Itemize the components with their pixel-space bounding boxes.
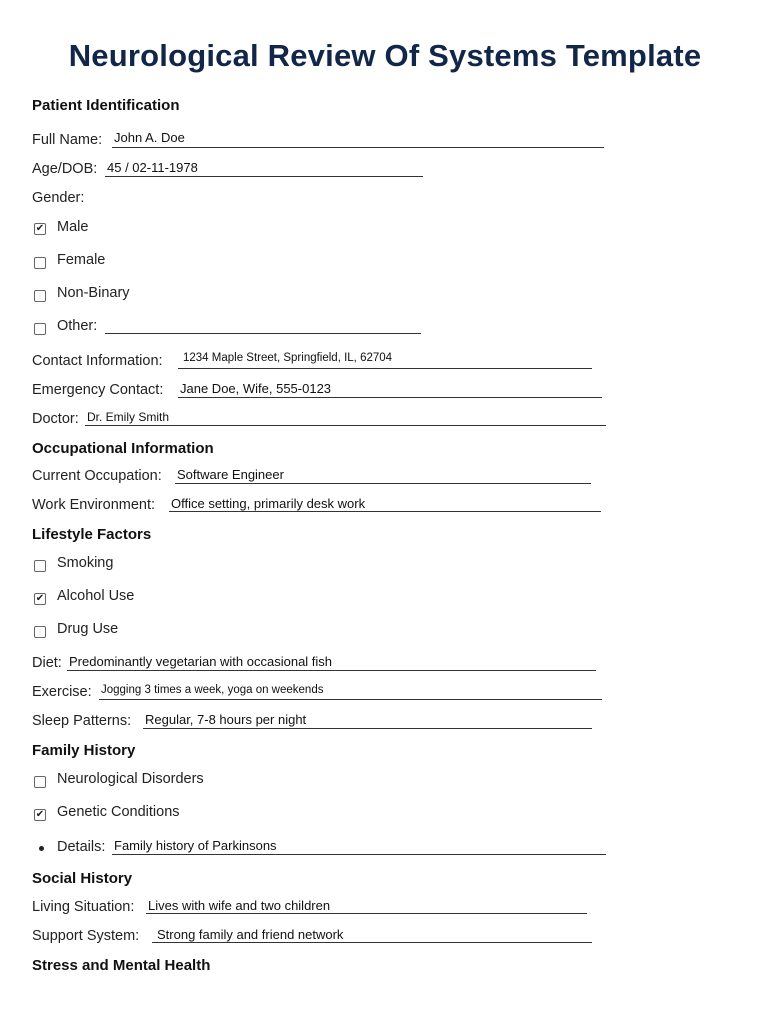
gender-male-checkbox[interactable]: ✔ xyxy=(35,223,45,234)
section-heading-social: Social History xyxy=(32,870,133,887)
details-label: Details: xyxy=(57,839,106,855)
doctor-line xyxy=(85,425,606,426)
doctor-field[interactable]: Dr. Emily Smith xyxy=(87,410,170,424)
gender-male-label: Male xyxy=(57,219,89,235)
gender-nonbinary-checkbox[interactable] xyxy=(34,290,46,302)
doctor-label: Doctor: xyxy=(32,411,79,427)
full-name-line xyxy=(112,147,604,148)
support-system-field[interactable]: Strong family and friend network xyxy=(157,927,344,942)
diet-line xyxy=(67,670,596,671)
emergency-contact-line xyxy=(178,397,602,398)
genetic-conditions-label: Genetic Conditions xyxy=(57,804,180,820)
gender-other-field[interactable] xyxy=(105,333,421,334)
contact-field[interactable]: 1234 Maple Street, Springfield, IL, 62704 xyxy=(183,352,393,364)
emergency-contact-label: Emergency Contact: xyxy=(32,382,164,398)
gender-label: Gender: xyxy=(32,190,85,206)
support-system-line xyxy=(152,942,592,943)
work-environment-line xyxy=(169,511,601,512)
smoking-checkbox[interactable] xyxy=(34,560,46,572)
neurological-disorders-label: Neurological Disorders xyxy=(57,771,204,787)
age-dob-line xyxy=(105,176,423,177)
genetic-conditions-checkbox[interactable]: ✔ xyxy=(35,809,45,820)
contact-label: Contact Information: xyxy=(32,353,163,369)
details-line xyxy=(112,854,606,855)
current-occupation-label: Current Occupation: xyxy=(32,468,162,484)
sleep-patterns-line xyxy=(143,728,592,729)
exercise-line xyxy=(99,699,602,700)
details-bullet xyxy=(39,846,44,851)
current-occupation-field[interactable]: Software Engineer xyxy=(177,467,284,482)
section-heading-family: Family History xyxy=(32,742,136,759)
details-field[interactable]: Family history of Parkinsons xyxy=(114,838,277,853)
full-name-field[interactable]: John A. Doe xyxy=(114,130,185,145)
work-environment-label: Work Environment: xyxy=(32,497,156,513)
section-heading-occupation: Occupational Information xyxy=(32,440,214,457)
section-heading-stress: Stress and Mental Health xyxy=(32,957,211,974)
emergency-contact-field[interactable]: Jane Doe, Wife, 555-0123 xyxy=(180,381,332,396)
section-heading-patient: Patient Identification xyxy=(32,97,180,114)
full-name-label: Full Name: xyxy=(32,132,103,148)
gender-other-checkbox[interactable] xyxy=(34,323,46,335)
contact-line xyxy=(178,368,592,369)
age-dob-field[interactable]: 45 / 02-11-1978 xyxy=(107,160,198,175)
diet-label: Diet: xyxy=(32,655,62,671)
drug-use-label: Drug Use xyxy=(57,621,119,637)
gender-other-label: Other: xyxy=(57,318,98,334)
exercise-label: Exercise: xyxy=(32,684,92,700)
current-occupation-line xyxy=(175,483,591,484)
smoking-label: Smoking xyxy=(57,555,114,571)
neurological-disorders-checkbox[interactable] xyxy=(34,776,46,788)
gender-female-label: Female xyxy=(57,252,106,268)
alcohol-use-checkbox[interactable]: ✔ xyxy=(35,593,45,604)
page-title: Neurological Review Of Systems Template xyxy=(68,38,702,73)
living-situation-field[interactable]: Lives with wife and two children xyxy=(148,898,331,913)
section-heading-lifestyle: Lifestyle Factors xyxy=(32,526,152,543)
exercise-field[interactable]: Jogging 3 times a week, yoga on weekends xyxy=(101,684,324,696)
living-situation-label: Living Situation: xyxy=(32,899,135,915)
support-system-label: Support System: xyxy=(32,928,140,944)
work-environment-field[interactable]: Office setting, primarily desk work xyxy=(171,496,366,511)
age-dob-label: Age/DOB: xyxy=(32,161,98,177)
diet-field[interactable]: Predominantly vegetarian with occasional fish xyxy=(69,654,333,669)
gender-female-checkbox[interactable] xyxy=(34,257,46,269)
sleep-patterns-label: Sleep Patterns: xyxy=(32,713,132,729)
alcohol-use-label: Alcohol Use xyxy=(57,588,135,604)
gender-nonbinary-label: Non-Binary xyxy=(57,285,130,301)
drug-use-checkbox[interactable] xyxy=(34,626,46,638)
living-situation-line xyxy=(146,913,587,914)
sleep-patterns-field[interactable]: Regular, 7-8 hours per night xyxy=(145,712,307,727)
